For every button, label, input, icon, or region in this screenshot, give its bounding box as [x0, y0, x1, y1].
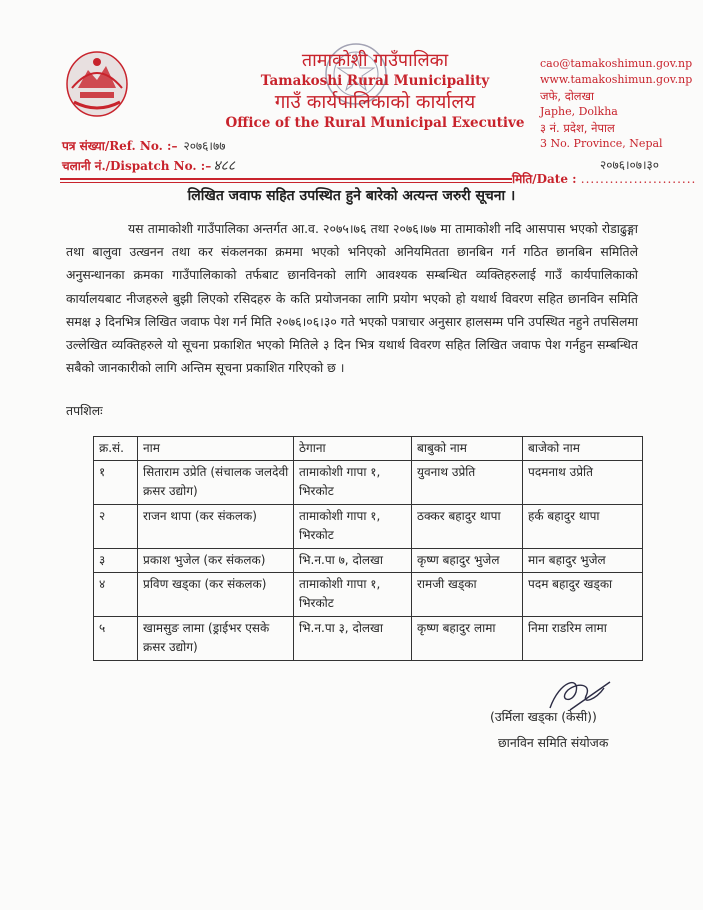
- province-np: ३ नं. प्रदेश, नेपाल: [540, 121, 615, 135]
- notice-body: यस तामाकोशी गाउँपालिका अन्तर्गत आ.व. २०७५।७६ तथा २०७६।७७ मा तामाकोशी नदि आसपास भएको रोडाढुङ्गा तथा बालुवा उत्खनन तथा कर संकलनका क्रममा भएको भनिएको अनियमितता छानबिन गर्न गठित छानबिन समितिले अनुसन्धानका क्रमका गाउँपालिकाको तर्फबाट छानविनको लागि आवश्यक सम्बन्धित व्यक्तिहरुलाई गाउँ कार्यपालिकाको कार्यालयबाट नीजहरुले बुझी लिएको रसिदहरु के कति प्रयोजनका लागि प्रयोग भएको हो यथार्थ विवरण सहित छानविन समिति समक्ष ३ दिनभित्र लिखित जवाफ पेश गर्न मिति २०७६।०६।३० गते भएको पत्राचार अनुसार हालसम्म पनि उपस्थित नहुने तपसिलमा उल्लेखित व्यक्तिहरुले यो सूचना प्रकाशित भएको मितिले ३ दिन भित्र यथार्थ विवरण सहित लिखित जवाफ पेश गर्नहुन सम्बन्धित सबैको जानकारीको लागि अन्तिम सूचना प्रकाशित गरिएको छ ।: [66, 221, 638, 376]
- dispatch-value: ४८८: [213, 158, 236, 174]
- cell-father: युवनाथ उप्रेति: [412, 461, 523, 505]
- cell-grandfather: मान बहादुर भुजेल: [523, 549, 643, 573]
- date-label: मिति/Date :: [512, 172, 577, 186]
- table-row: [94, 573, 643, 617]
- address-en: Japhe, Dolkha: [540, 105, 618, 118]
- cell-address: भि.न.पा ३, दोलखा: [294, 617, 412, 661]
- office-name-en: Tamakoshi Rural Municipality: [260, 73, 490, 89]
- cell-name: खामसुङ लामा (ड्राईभर एसके क्रसर उद्योग): [138, 617, 294, 661]
- executive-office-np: गाउँ कार्यपालिकाको कार्यालय: [274, 91, 476, 113]
- cell-name: प्रकाश भुजेल (कर संकलक): [138, 549, 294, 573]
- contact-website: www.tamakoshimun.gov.np: [540, 73, 693, 86]
- cell-sn: ३: [94, 549, 138, 573]
- cell-father: रामजी खड्का: [412, 573, 523, 617]
- notice-subject: लिखित जवाफ सहित उपस्थित हुने बारेको अत्यन्त जरुरी सूचना ।: [187, 188, 516, 204]
- date-value: २०७६।०७।३०: [600, 158, 660, 172]
- letterhead-title-block: [210, 50, 540, 132]
- dispatch-label: चलानी नं./Dispatch No. :–: [62, 159, 212, 173]
- signer-name: (उर्मिला खड्का (केसी)): [490, 709, 597, 724]
- reference-number: [62, 137, 225, 154]
- dispatch-number: [62, 156, 235, 175]
- ref-label: पत्र संख्या/Ref. No. :–: [62, 139, 178, 153]
- persons-table: [93, 436, 643, 661]
- col-header-address: ठेगाना: [294, 437, 412, 461]
- cell-sn: १: [94, 461, 138, 505]
- cell-sn: २: [94, 505, 138, 549]
- cell-address: तामाकोशी गापा १, भिरकोट: [294, 573, 412, 617]
- executive-office-en: Office of the Rural Municipal Executive: [225, 115, 525, 131]
- table-header-row: [94, 437, 643, 461]
- header-divider: [60, 178, 512, 180]
- contact-block: [540, 56, 693, 152]
- cell-father: कृष्ण बहादुर भुजेल: [412, 549, 523, 573]
- address-np: जफे, दोलखा: [540, 89, 594, 103]
- office-name-np: तामाकोशी गाउँपालिका: [301, 50, 449, 71]
- table-row: [94, 461, 643, 505]
- col-header-father: बाबुको नाम: [412, 437, 523, 461]
- cell-name: प्रविण खड्का (कर संकलक): [138, 573, 294, 617]
- signer-title: छानविन समिति संयोजक: [498, 735, 609, 750]
- ref-value: २०७६।७७: [183, 139, 226, 153]
- cell-grandfather: पदमनाथ उप्रेति: [523, 461, 643, 505]
- cell-father: ठक्कर बहादुर थापा: [412, 505, 523, 549]
- table-row: [94, 549, 643, 573]
- cell-grandfather: निमा राडरिम लामा: [523, 617, 643, 661]
- details-label: तपशिलः: [66, 403, 103, 418]
- col-header-grandfather: बाजेको नाम: [523, 437, 643, 461]
- table-row: [94, 505, 643, 549]
- cell-sn: ५: [94, 617, 138, 661]
- date-field: [512, 170, 696, 187]
- cell-sn: ४: [94, 573, 138, 617]
- cell-grandfather: हर्क बहादुर थापा: [523, 505, 643, 549]
- cell-grandfather: पदम बहादुर खड्का: [523, 573, 643, 617]
- cell-address: तामाकोशी गापा १, भिरकोट: [294, 505, 412, 549]
- cell-address: भि.न.पा ७, दोलखा: [294, 549, 412, 573]
- province-en: 3 No. Province, Nepal: [540, 137, 663, 150]
- contact-email: cao@tamakoshimun.gov.np: [540, 57, 693, 70]
- nepal-emblem-icon: [64, 48, 130, 118]
- cell-address: तामाकोशी गापा १, भिरकोट: [294, 461, 412, 505]
- date-dots: ........................: [580, 172, 697, 186]
- cell-father: कृष्ण बहादुर लामा: [412, 617, 523, 661]
- col-header-sn: क्र.सं.: [94, 437, 138, 461]
- cell-name: सिताराम उप्रेति (संचालक जलदेवी क्रसर उद्योग): [138, 461, 294, 505]
- header-divider-thin: [60, 182, 512, 183]
- cell-name: राजन थापा (कर संकलक): [138, 505, 294, 549]
- table-row: [94, 617, 643, 661]
- col-header-name: नाम: [138, 437, 294, 461]
